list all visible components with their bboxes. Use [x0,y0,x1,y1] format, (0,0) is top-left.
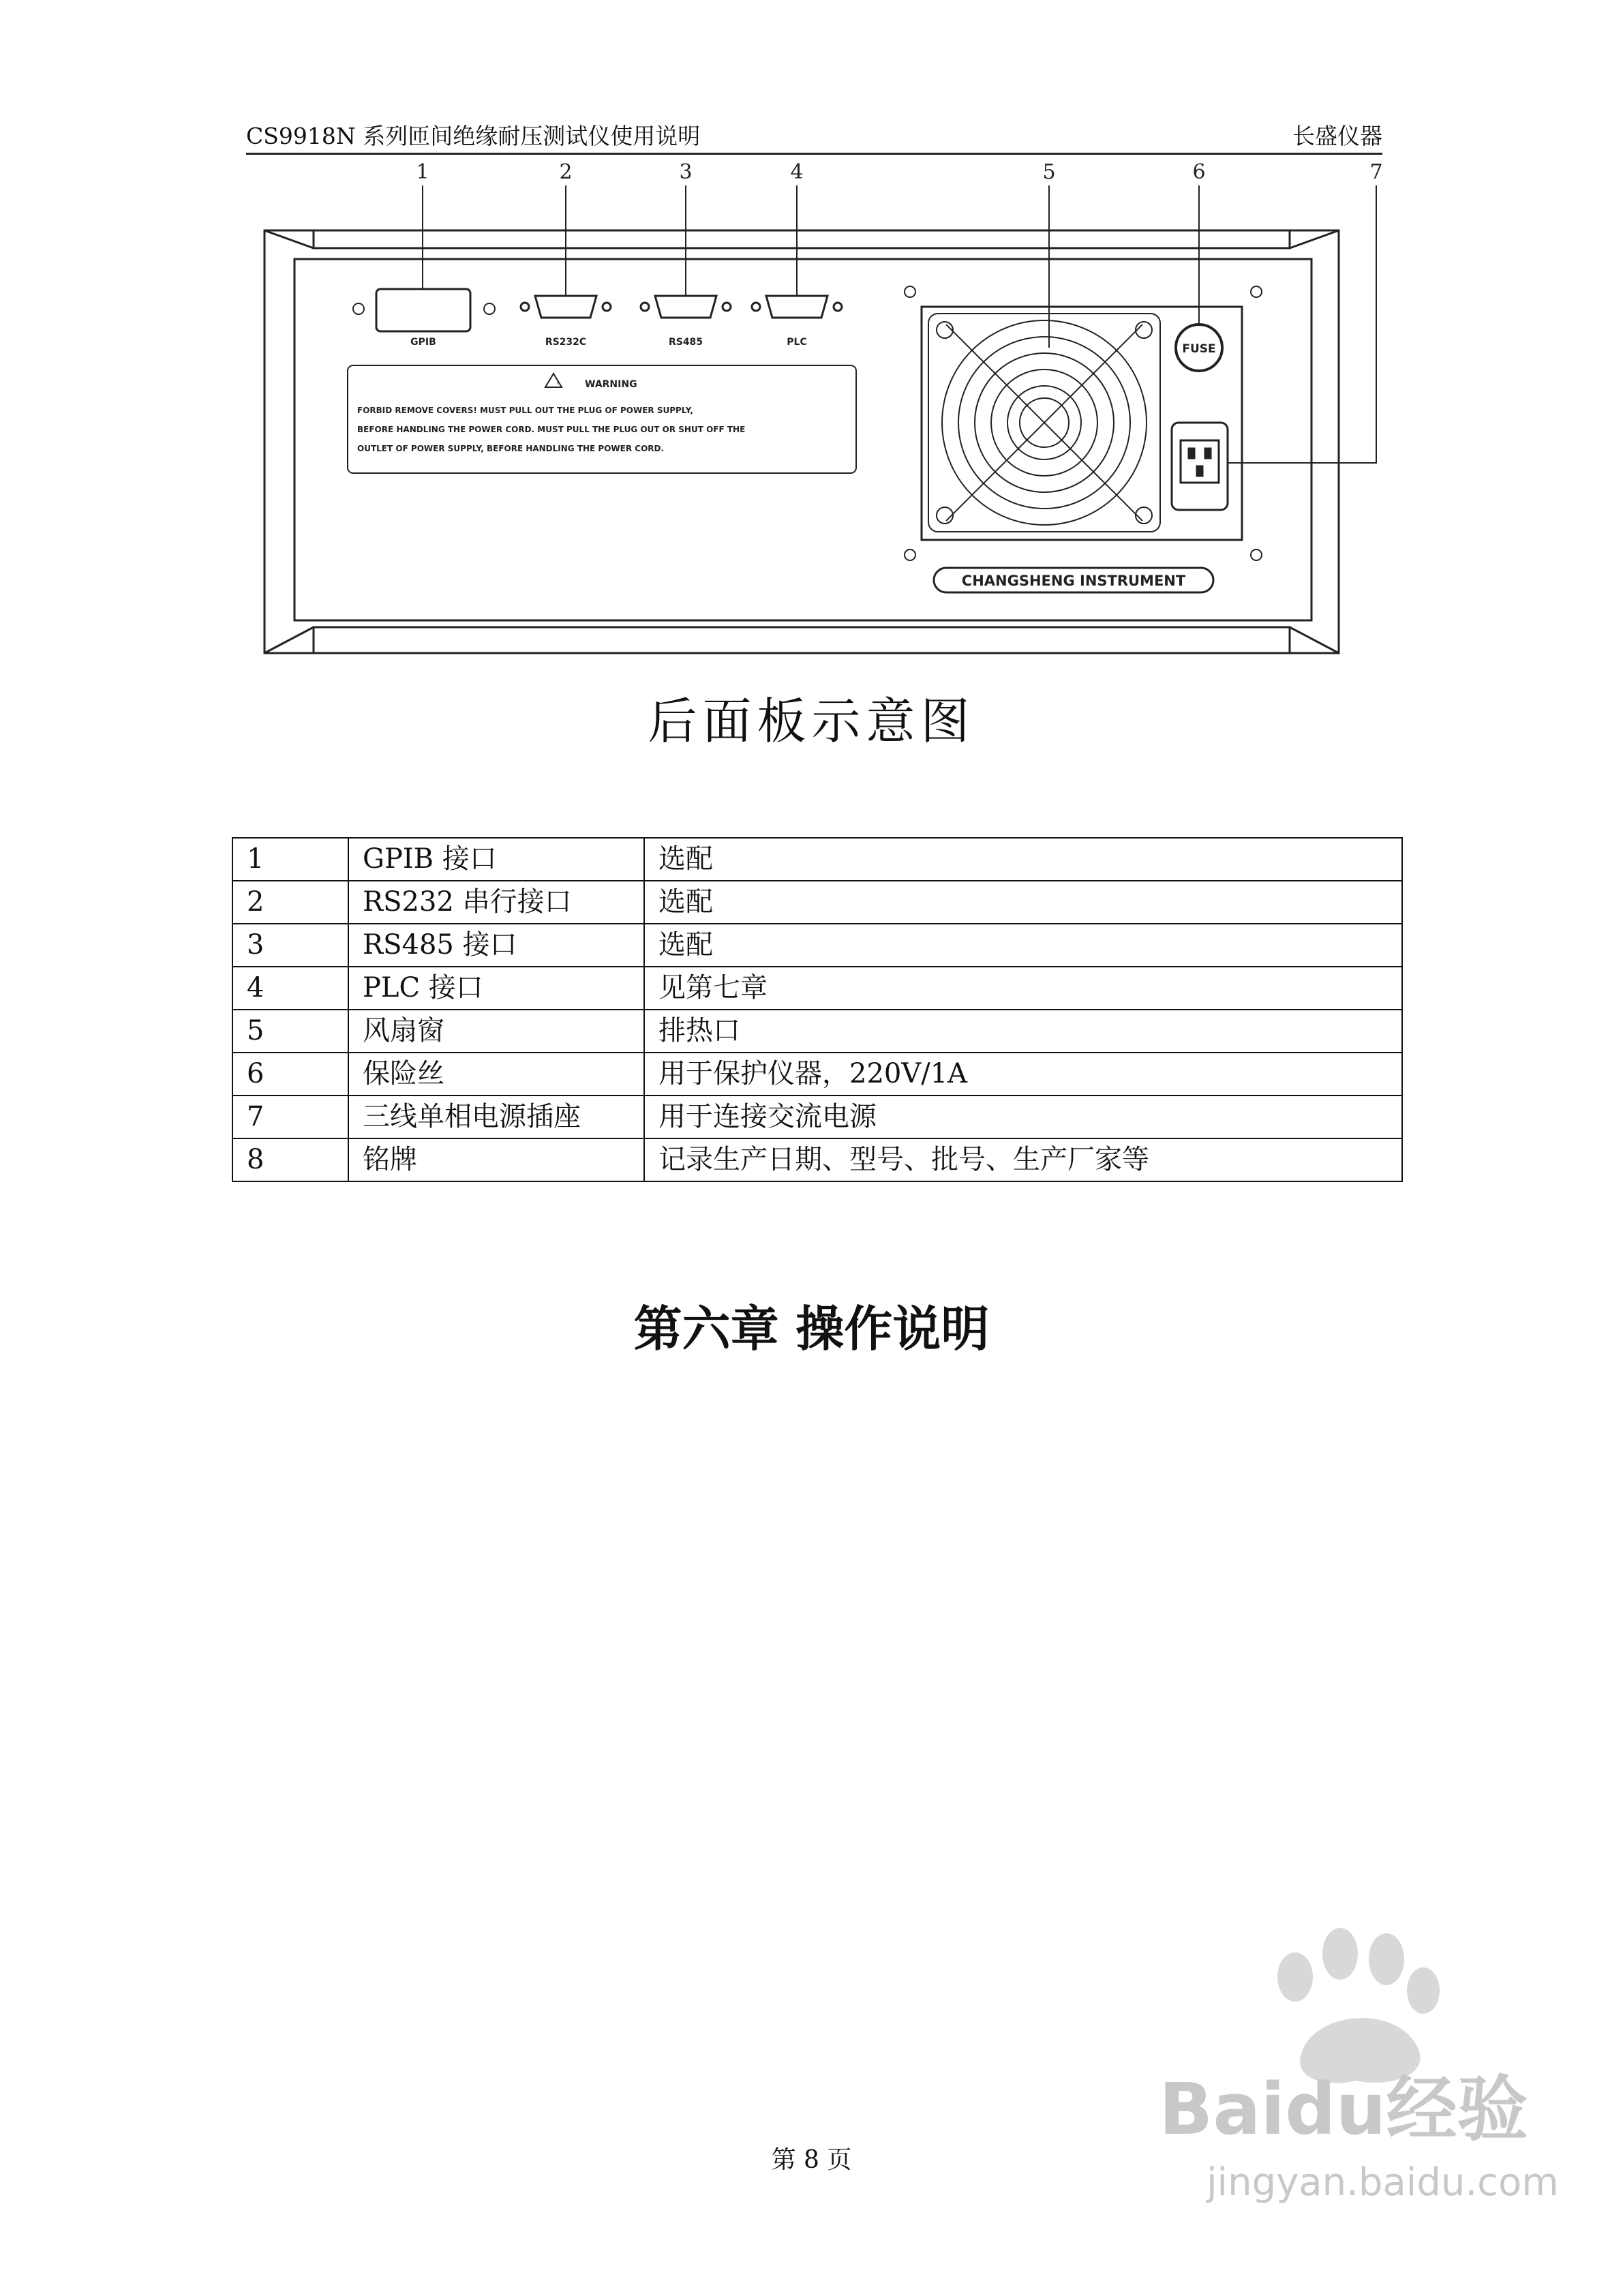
part-note-cell: 用于连接交流电源 [644,1096,1402,1138]
chassis-bottom-rail [314,627,1290,653]
warning-icon [545,374,562,387]
fuse-holder [1176,324,1222,371]
part-note-cell: 记录生产日期、型号、批号、生产厂家等 [644,1138,1402,1181]
chassis-top-rail [314,230,1290,248]
port-label-gpib: GPIB [410,337,436,348]
gpib-port [353,289,495,331]
panel-face [294,259,1311,620]
warning-line-2: BEFORE HANDLING THE POWER CORD. MUST PULL THE PLUG OUT OR SHUT OFF THE [357,425,746,434]
part-number-cell: 5 [232,1010,348,1053]
table-row [232,924,1402,967]
table-row [232,1010,1402,1053]
part-note-cell: 排热口 [644,1010,1402,1053]
part-number-cell: 8 [232,1138,348,1181]
callout-6: 6 [1192,160,1206,184]
part-number-cell: 7 [232,1096,348,1138]
callout-leader-lines [423,185,1376,463]
chapter-title: 第六章 操作说明 [633,1301,990,1357]
fuse-label: FUSE [1182,342,1216,356]
table-row [232,1096,1402,1138]
callout-1: 1 [416,160,429,184]
part-number-cell: 3 [232,924,348,967]
port-label-plc: PLC [787,337,807,348]
part-note-cell: 选配 [644,924,1402,967]
parts-table [232,837,1403,1182]
watermark-url: jingyan.baidu.com [1207,2160,1559,2205]
part-name-cell: 风扇窗 [348,1010,644,1053]
brand-plate [934,568,1213,592]
part-name-cell: RS232 串行接口 [348,881,644,924]
part-name-cell: 三线单相电源插座 [348,1096,644,1138]
part-note-cell: 见第七章 [644,967,1402,1010]
part-number-cell: 2 [232,881,348,924]
part-name-cell: RS485 接口 [348,924,644,967]
port-label-rs232c: RS232C [545,337,587,348]
page-number: 第 8 页 [771,2146,852,2174]
callout-3: 3 [679,160,693,184]
rs232c-port [521,296,611,318]
part-note-cell: 选配 [644,881,1402,924]
document-title: CS9918N 系列匝间绝缘耐压测试仪使用说明 [246,123,701,149]
part-note-cell: 选配 [644,838,1402,881]
part-name-cell: 保险丝 [348,1053,644,1096]
svg-text:!: ! [556,380,559,387]
part-name-cell: 铭牌 [348,1138,644,1181]
brand-plate-text: CHANGSHENG INSTRUMENT [961,573,1186,589]
callout-2: 2 [559,160,573,184]
rs485-port [641,296,731,318]
brand-name: 长盛仪器 [1292,123,1382,149]
callout-7: 7 [1369,160,1383,184]
table-row [232,1053,1402,1096]
warning-line-3: OUTLET OF POWER SUPPLY, BEFORE HANDLING THE POWER CORD. [357,444,665,453]
table-row [232,1138,1402,1181]
callout-4: 4 [790,160,804,184]
part-number-cell: 4 [232,967,348,1010]
callout-5: 5 [1042,160,1056,184]
power-socket [1172,423,1228,510]
warning-line-1: FORBID REMOVE COVERS! MUST PULL OUT THE PLUG OF POWER SUPPLY, [357,406,693,415]
table-row [232,881,1402,924]
part-number-cell: 1 [232,838,348,881]
port-label-rs485: RS485 [668,337,703,348]
part-number-cell: 6 [232,1053,348,1096]
table-row [232,967,1402,1010]
watermark-brand: Baidu经验 [1159,2068,1528,2151]
table-row [232,838,1402,881]
rear-panel-diagram [259,155,1383,660]
chassis-outline [264,230,1339,653]
paw-logo [1277,1928,1440,2083]
part-name-cell: GPIB 接口 [348,838,644,881]
part-name-cell: PLC 接口 [348,967,644,1010]
page-header [246,115,1382,155]
plc-port [752,296,842,318]
warning-title: WARNING [585,379,637,390]
part-note-cell: 用于保护仪器，220V/1A [644,1053,1402,1096]
warning-label [348,365,856,473]
figure-caption: 后面板示意图 [648,693,975,750]
baidu-watermark [1152,1902,1561,2222]
